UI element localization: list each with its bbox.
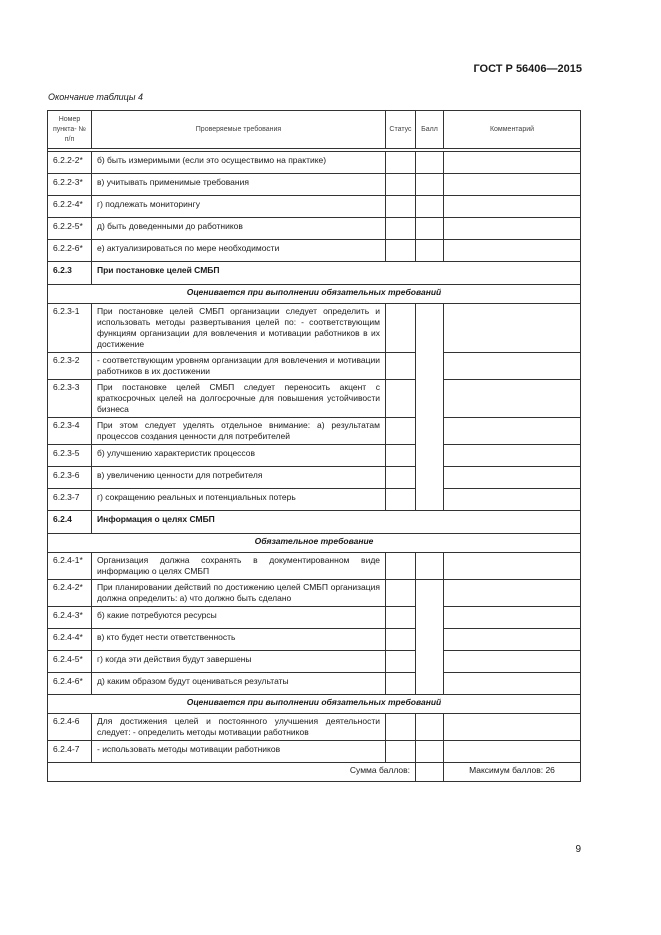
row-requirement: г) подлежать мониторингу [92,196,386,218]
comment-cell[interactable] [444,196,581,218]
page-number: 9 [575,844,581,855]
row-number: 6.2.2-3* [48,174,92,196]
status-cell[interactable] [386,418,416,445]
document-code: ГОСТ Р 56406—2015 [473,63,582,75]
section-title: Информация о целях СМБП [92,511,581,534]
table-row [48,152,581,174]
comment-cell[interactable] [444,152,581,174]
row-requirement: При постановке целей СМБП следует переносить акцент с краткосрочных целей на долгосрочные для повышения устойчивости бизнеса [92,380,386,418]
table-row [48,741,581,763]
col-header-comment: Комментарий [444,111,581,149]
row-number: 6.2.2-4* [48,196,92,218]
table-row [48,240,581,262]
table-row [48,607,581,629]
row-requirement: д) быть доведенными до работников [92,218,386,240]
row-number: 6.2.2-5* [48,218,92,240]
comment-cell[interactable] [444,240,581,262]
score-cell[interactable] [416,741,444,763]
comment-cell[interactable] [444,174,581,196]
status-cell[interactable] [386,174,416,196]
status-cell[interactable] [386,629,416,651]
score-cell[interactable] [416,196,444,218]
table-row [48,218,581,240]
score-cell[interactable] [416,553,444,580]
row-requirement: б) какие потребуются ресурсы [92,607,386,629]
row-requirement: б) быть измеримыми (если это осуществимо на практике) [92,152,386,174]
status-cell[interactable] [386,553,416,580]
status-cell[interactable] [386,467,416,489]
comment-cell[interactable] [444,580,581,607]
row-number: 6.2.4-3* [48,607,92,629]
score-cell[interactable] [416,240,444,262]
table-row [48,304,581,353]
comment-cell[interactable] [444,218,581,240]
comment-cell[interactable] [444,553,581,580]
status-cell[interactable] [386,304,416,353]
table-row [48,629,581,651]
table-row [48,580,581,607]
score-cell[interactable] [416,218,444,240]
score-cell-merged[interactable] [416,580,444,695]
score-cell[interactable] [416,174,444,196]
row-number: 6.2.4-6* [48,673,92,695]
subheader-row [48,285,581,304]
table-row [48,467,581,489]
status-cell[interactable] [386,380,416,418]
row-requirement: е) актуализироваться по мере необходимости [92,240,386,262]
row-requirement: в) увеличению ценности для потребителя [92,467,386,489]
score-cell[interactable] [416,714,444,741]
row-requirement: г) сокращению реальных и потенциальных потерь [92,489,386,511]
status-cell[interactable] [386,152,416,174]
row-requirement: При планировании действий по достижению целей СМБП организация должна определить: а) что должно быть сделано [92,580,386,607]
row-number: 6.2.4-1* [48,553,92,580]
table-row [48,418,581,445]
row-number: 6.2.4-2* [48,580,92,607]
status-cell[interactable] [386,741,416,763]
comment-cell[interactable] [444,380,581,418]
subheader-row [48,695,581,714]
sum-score-cell[interactable] [416,763,444,782]
subheader-row [48,534,581,553]
col-header-status: Статус [386,111,416,149]
status-cell[interactable] [386,607,416,629]
row-requirement: г) когда эти действия будут завершены [92,651,386,673]
table-row [48,380,581,418]
row-number: 6.2.4-7 [48,741,92,763]
table-row [48,353,581,380]
row-number: 6.2.4-4* [48,629,92,651]
row-requirement: в) кто будет нести ответственность [92,629,386,651]
table-row [48,553,581,580]
row-number: 6.2.3-6 [48,467,92,489]
row-requirement: - использовать методы мотивации работников [92,741,386,763]
status-cell[interactable] [386,714,416,741]
status-cell[interactable] [386,353,416,380]
comment-cell[interactable] [444,714,581,741]
status-cell[interactable] [386,196,416,218]
row-number: 6.2.3-3 [48,380,92,418]
table-row [48,673,581,695]
comment-cell[interactable] [444,304,581,353]
col-header-score: Балл [416,111,444,149]
max-score-label: Максимум баллов: 26 [444,763,581,782]
row-number: 6.2.3-1 [48,304,92,353]
col-header-number: Номер пункта- № п/п [48,111,92,149]
status-cell[interactable] [386,489,416,511]
row-requirement: При постановке целей СМБП организации следует определить и использовать методы развертывания целей по: - соответствующим функциям организации для вовлечения и мотивации работников в их достижение [92,304,386,353]
row-requirement: в) учитывать применимые требования [92,174,386,196]
section-number: 6.2.3 [48,262,92,285]
row-requirement: Организация должна сохранять в документированном виде информацию о целях СМБП [92,553,386,580]
status-cell[interactable] [386,240,416,262]
row-number: 6.2.3-2 [48,353,92,380]
table-row [48,445,581,467]
subheader-text: Обязательное требование [48,534,581,553]
table-row [48,714,581,741]
status-cell[interactable] [386,651,416,673]
row-number: 6.2.4-5* [48,651,92,673]
row-requirement: б) улучшению характеристик процессов [92,445,386,467]
table-row [48,196,581,218]
status-cell[interactable] [386,445,416,467]
comment-cell[interactable] [444,445,581,467]
score-cell[interactable] [416,152,444,174]
table-row [48,489,581,511]
section-number: 6.2.4 [48,511,92,534]
comment-cell[interactable] [444,607,581,629]
table-row [48,651,581,673]
table-caption: Окончание таблицы 4 [48,92,143,102]
status-cell[interactable] [386,580,416,607]
row-number: 6.2.4-6 [48,714,92,741]
col-header-requirements: Проверяемые требования [92,111,386,149]
row-requirement: При этом следует уделять отдельное внимание: а) результатам процессов создания ценности для потребителей [92,418,386,445]
section-row [48,511,581,534]
row-requirement: д) каким образом будут оцениваться результаты [92,673,386,695]
comment-cell[interactable] [444,651,581,673]
row-number: 6.2.2-2* [48,152,92,174]
subheader-text: Оценивается при выполнении обязательных требований [48,695,581,714]
row-number: 6.2.3-5 [48,445,92,467]
comment-cell[interactable] [444,467,581,489]
comment-cell[interactable] [444,489,581,511]
row-number: 6.2.2-6* [48,240,92,262]
table-row [48,174,581,196]
comment-cell[interactable] [444,741,581,763]
comment-cell[interactable] [444,673,581,695]
section-title: При постановке целей СМБП [92,262,581,285]
sum-row [48,763,581,782]
status-cell[interactable] [386,673,416,695]
comment-cell[interactable] [444,418,581,445]
sum-label: Сумма баллов: [48,763,416,782]
requirements-table [47,110,581,782]
score-cell-merged[interactable] [416,304,444,511]
section-row [48,262,581,285]
comment-cell[interactable] [444,353,581,380]
row-requirement: - соответствующим уровням организации для вовлечения и мотивации работников в их достижении [92,353,386,380]
row-requirement: Для достижения целей и постоянного улучшения деятельности следует: - определить методы мотивации работников [92,714,386,741]
row-number: 6.2.3-4 [48,418,92,445]
comment-cell[interactable] [444,629,581,651]
subheader-text: Оценивается при выполнении обязательных требований [48,285,581,304]
status-cell[interactable] [386,218,416,240]
row-number: 6.2.3-7 [48,489,92,511]
